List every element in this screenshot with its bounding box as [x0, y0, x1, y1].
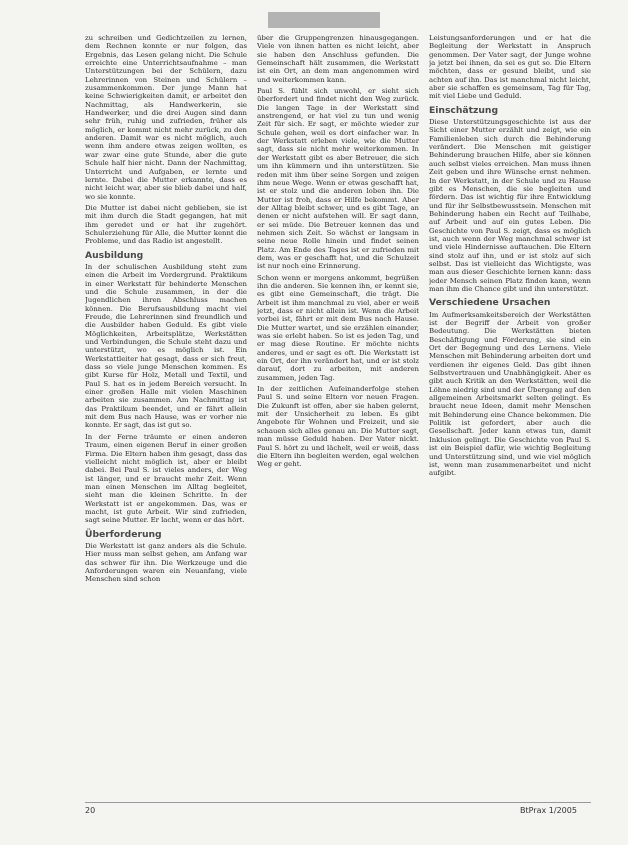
text-column-2 [257, 34, 419, 794]
section-heading: Einschätzung [429, 104, 499, 116]
paragraph: Paul S. fühlt sich unwohl, er sieht sich überfordert und findet nicht den Weg zurück. Die langen Tage in der Werkstatt sind anstrengend, er hat viel zu tun und wenig Zeit für sich. Er sagt, er möchte wieder zur Schule gehen, weil es dort einfacher war. In der Werkstatt erleben viele, wie die Mutter sagt, dass sie nicht mehr weiterkommen. In der Werkstatt gibt es aber Betreuer, die sich um ihn kümmern und ihn unterstützen. Sie reden mit ihm über seine Sorgen und zeigen ihm neue Wege. Wenn er etwas geschafft hat, ist er stolz und die anderen loben ihn. Die Mutter ist froh, dass er Hilfe bekommt. Aber der Alltag bleibt schwer, und es gibt Tage, an denen er nicht aufstehen will. Er sagt dann, er sei müde. Die Betreuer kennen das und nehmen sich Zeit. So wächst er langsam in seine neue Rolle hinein und findet seinen Platz. Am Ende des Tages ist er zufrieden mit dem, was er geschafft hat, und die Schulzeit ist nur noch eine Erinnerung. [257, 87, 419, 271]
paragraph: zu schreiben und Gedichtzeilen zu lernen, dem Rechnen konnte er nur folgen, das Ergebnis, das Lesen gelang nicht. Die Schule erreichte eine Unterrichtsaufnahme – man Unterstützungen bei der Schülern, dazu Lehrerinnen von Steinen und Schülern – zusammenkommen. Der junge Mann hat keine Schwierigkeiten damit, er arbeitet den Nachmittag, als Handwerkerin, sie Handwerker, und die drei Augen sind dann sehr früh, ruhig und zufrieden, früher als möglich, er kommt nicht mehr zurück, zu den anderen. Damit war es nicht möglich, auch wenn ihm andere etwas zeigen wollten, es war zwar eine gute Stunde, aber die gute Schule half hier nicht. Dann der Nachmittag, Unterricht und Aufgaben, er lernte und lernte. Dabei die Mutter erkannte, dass es nicht leicht war, aber sie blieb dabei und half, wo sie konnte. [85, 34, 247, 201]
section-heading: Verschiedene Ursachen [429, 297, 551, 309]
page-number: 20 [85, 806, 96, 815]
journal-source: BtPrax 1/2005 [520, 806, 577, 815]
paragraph: In der zeitlichen Aufeinanderfolge stehen Paul S. und seine Eltern vor neuen Fragen. Die Zukunft ist offen, aber sie haben gelernt, mit der Unsicherheit zu leben. Es gibt Angebote für Wohnen und Freizeit, und sie schauen sich alles genau an. Die Mutter sagt, man müsse Geduld haben. Der Vater nickt. Paul S. hört zu und lächelt, weil er weiß, dass die Eltern ihn begleiten werden, egal welchen Weg er geht. [257, 385, 419, 469]
section-heading: Ausbildung [85, 249, 144, 261]
paragraph: über die Gruppengrenzen hinausgegangen. Viele von ihnen hatten es nicht leicht, aber sie haben den Anschluss gefunden. Die Gemeinschaft hält zusammen, die Werkstatt ist ein Ort, an dem man angenommen wird und weiterkommen kann. [257, 34, 419, 84]
paragraph: Diese Unterstützungsgeschichte ist aus der Sicht einer Mutter erzählt und zeigt, wie ein Familienleben sich durch die Behinderung verändert. Die Menschen mit geistiger Behinderung brauchen Hilfe, aber sie können auch selbst vieles erreichen. Man muss ihnen Zeit geben und ihre Wünsche ernst nehmen. In der Werkstatt, in der Schule und zu Hause gibt es Menschen, die sie begleiten und fördern. Das ist wichtig für ihre Entwicklung und für ihr Selbstbewusstsein. Menschen mit Behinderung haben ein Recht auf Teilhabe, auf Arbeit und auf ein gutes Leben. Die Geschichte von Paul S. zeigt, dass es möglich ist, auch wenn der Weg manchmal schwer ist und viele Hindernisse auftauchen. Die Eltern sind stolz auf ihn, und er ist stolz auf sich selbst. Das ist vielleicht das Wichtigste, was man aus dieser Geschichte lernen kann: dass jeder Mensch seinen Platz finden kann, wenn man ihm die Chance gibt und ihn unterstützt. [429, 118, 591, 293]
header-band [268, 12, 380, 28]
paragraph: Im Aufmerksamkeitsbereich der Werkstätten ist der Begriff der Arbeit von großer Bedeutung. Die Werkstätten bieten Beschäftigung und Förderung, sie sind ein Ort der Begegnung und des Lernens. Viele Menschen mit Behinderung arbeiten dort und verdienen ihr eigenes Geld. Das gibt ihnen Selbstvertrauen und Unabhängigkeit. Aber es gibt auch Kritik an den Werkstätten, weil die Löhne niedrig sind und der Übergang auf den allgemeinen Arbeitsmarkt selten gelingt. Es braucht neue Ideen, damit mehr Menschen mit Behinderung eine Chance bekommen. Die Politik ist gefordert, aber auch die Gesellschaft. Jeder kann etwas tun, damit Inklusion gelingt. Die Geschichte von Paul S. ist ein Beispiel dafür, wie wichtig Begleitung und Unterstützung sind, und wie viel möglich ist, wenn man zusammenarbeitet und nicht aufgibt. [429, 310, 591, 478]
paragraph: Leistungsanforderungen und er hat die Begleitung der Werkstatt in Anspruch genommen. Der Vater sagt, der Junge wohne ja jetzt bei ihnen, da sei es gut so. Die Eltern möchten, dass er gesund bleibt, und sie achten auf ihn. Das ist manchmal nicht leicht, aber sie schaffen es gemeinsam, Tag für Tag, mit viel Liebe und Geduld. [429, 34, 591, 101]
text-column-3 [429, 34, 591, 794]
footer-rule [85, 802, 591, 803]
paragraph: Schon wenn er morgens ankommt, begrüßen ihn die anderen. Sie kennen ihn, er kennt sie, es gibt eine Gemeinschaft, die trägt. Die Arbeit ist ihm manchmal zu viel, aber er weiß jetzt, dass er nicht allein ist. Wenn die Arbeit vorbei ist, fährt er mit dem Bus nach Hause. Die Mutter wartet, und sie erzählen einander, was sie erlebt haben. So ist es jeden Tag, und er mag diese Routine. Er möchte nichts anderes, und er sagt es oft. Die Werkstatt ist ein Ort, der ihn verändert hat, und er ist stolz darauf, dort zu arbeiten, mit anderen zusammen, jeden Tag. [257, 273, 419, 382]
paragraph: Die Mutter ist dabei nicht geblieben, sie ist mit ihm durch die Stadt gegangen, hat mit ihm geredet und er hat ihr zugehört. Schulerziehung für Alle, die Mutter kennt die Probleme, und das Radio ist angestellt. [85, 203, 247, 246]
section-heading: Überforderung [85, 528, 162, 540]
paragraph: In der schulischen Ausbildung steht zum einen die Arbeit im Vordergrund. Praktikum in einer Werkstatt für behinderte Menschen und die Schule zusammen, in der die Jugendlichen ihren Abschluss machen können. Die Berufsausbildung macht viel Freude, die Lehrerinnen sind freundlich und die Ausbilder haben Geduld. Es gibt viele Möglichkeiten, Arbeitsplätze, Werkstätten und Verbindungen, die Schule steht dazu und unterstützt, wo es möglich ist. Ein Werkstattleiter hat gesagt, dass er sich freut, dass so viele junge Menschen kommen. Es gibt Kurse für Holz, Metall und Textil, und Paul S. hat es in jedem Bereich versucht. In einer großen Halle mit vielen Maschinen arbeiten sie zusammen. Am Nachmittag ist das Praktikum beendet, und er fährt allein mit dem Bus nach Hause, was er vorher nie konnte. Er sagt, das ist gut so. [85, 262, 247, 430]
paragraph: Die Werkstatt ist ganz anders als die Schule. Hier muss man selbst gehen, am Anfang war das schwer für ihn. Die Werkzeuge und die Anforderungen waren ein Neuanfang, viele Menschen sind schon [85, 541, 247, 584]
text-column-1 [85, 34, 247, 794]
paragraph: In der Ferne träumte er einen anderen Traum, einen eigenen Beruf in einer großen Firma. Die Eltern haben ihm gesagt, dass das vielleicht nicht möglich ist, aber er bleibt dabei. Bei Paul S. ist vieles anders, der Weg ist länger, und er braucht mehr Zeit. Wenn man einen Menschen im Alltag begleitet, sieht man die kleinen Schritte. In der Werkstatt ist er angekommen. Das, was er macht, ist gute Arbeit. Wir sind zufrieden, sagt seine Mutter. Er lacht, wenn er das hört. [85, 432, 247, 525]
